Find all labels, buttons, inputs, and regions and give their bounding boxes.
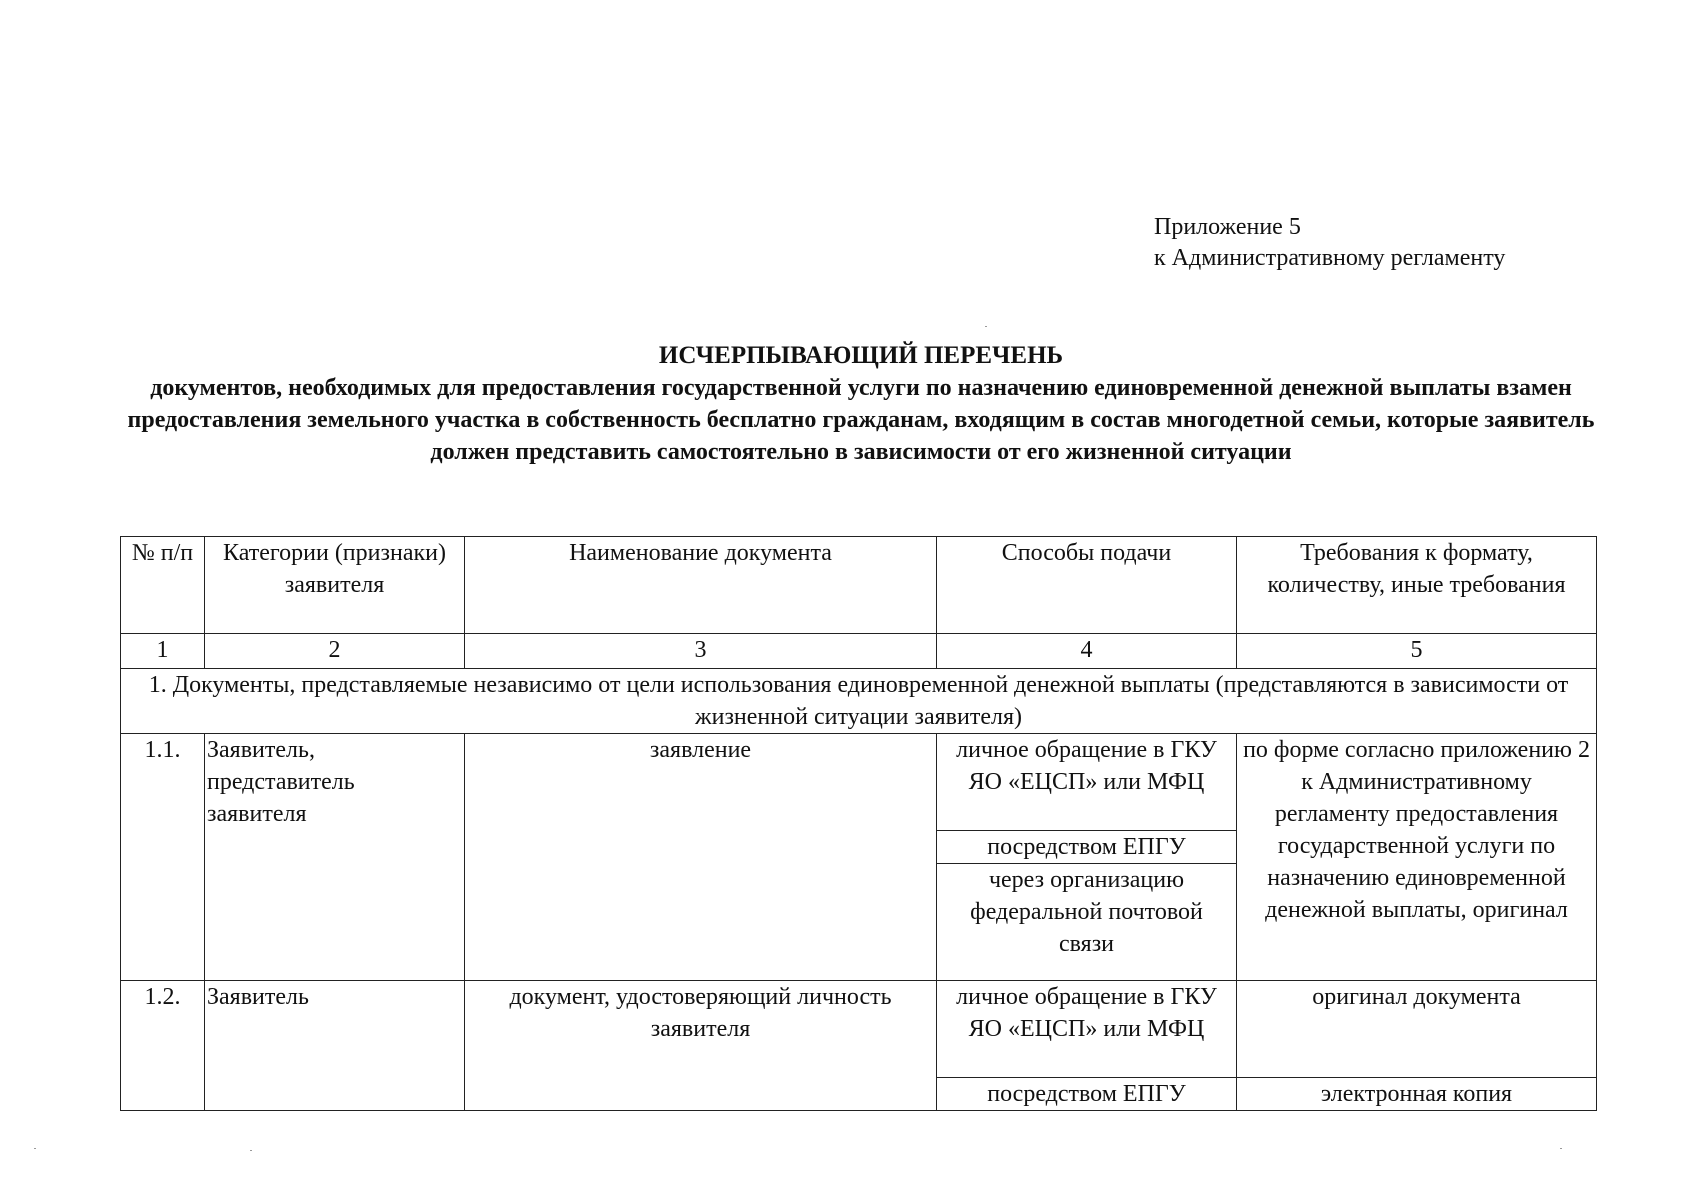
row-category: Заявитель, представитель заявителя [205,734,465,981]
section-heading: 1. Документы, представляемые независимо от цели использования единовременной денежной выплаты (представляются в зависимости от жизненной ситуации заявителя) [121,669,1597,734]
row-methods [937,734,1237,981]
scan-speck [1560,1148,1562,1149]
scan-speck [985,326,987,327]
requirement-item: оригинал документа [1312,984,1521,1010]
page-subtitle: документов, необходимых для предоставления государственной услуги по назначению единовременной денежной выплаты взамен предоставления земельного участка в собственность бесплатно гражданам, входящим в состав многодетной семьи, которые заявитель должен представить самостоятельно в зависимости от его жизненной ситуации [127,375,1595,465]
documents-table [120,536,1597,1111]
row-number: 1.1. [121,734,205,981]
method-item: личное обращение в ГКУ ЯО «ЕЦСП» или МФЦ [956,737,1217,795]
appendix-line-1: Приложение 5 [1154,214,1301,240]
table-header-row [121,537,1597,634]
column-number: 5 [1237,634,1597,669]
header-cell-methods: Способы подачи [937,537,1237,634]
section-heading-row [121,669,1597,734]
method-item: личное обращение в ГКУ ЯО «ЕЦСП» или МФЦ [956,984,1217,1042]
header-cell-requirements: Требования к формату, количеству, иные требования [1237,537,1597,634]
header-cell-number: № п/п [121,537,205,634]
appendix-line-2: к Административному регламенту [1154,245,1506,271]
row-methods [937,981,1237,1111]
header-cell-category: Категории (признаки) заявителя [205,537,465,634]
table-row [121,981,1597,1111]
appendix-note [1154,212,1505,274]
row-requirements [1237,981,1597,1111]
column-number: 1 [121,634,205,669]
row-category: Заявитель [205,981,465,1111]
row-number: 1.2. [121,981,205,1111]
row-requirements: по форме согласно приложению 2 к Административному регламенту предоставления государственной услуги по назначению единовременной денежной выплаты, оригинал [1237,734,1597,981]
column-number: 3 [465,634,937,669]
document-title-block [120,340,1602,468]
column-number: 2 [205,634,465,669]
header-cell-document: Наименование документа [465,537,937,634]
row-document: документ, удостоверяющий личность заявителя [465,981,937,1111]
scan-speck [34,1148,36,1149]
column-numbers-row [121,634,1597,669]
method-item: через организацию федеральной почтовой связи [937,863,1236,980]
method-item: посредством ЕПГУ [937,1077,1236,1110]
method-item: посредством ЕПГУ [937,830,1236,863]
table-row [121,734,1597,981]
page-title: ИСЧЕРПЫВАЮЩИЙ ПЕРЕЧЕНЬ [658,342,1064,369]
requirement-item: электронная копия [1237,1077,1596,1110]
column-number: 4 [937,634,1237,669]
scan-speck [250,1150,252,1151]
row-document: заявление [465,734,937,981]
